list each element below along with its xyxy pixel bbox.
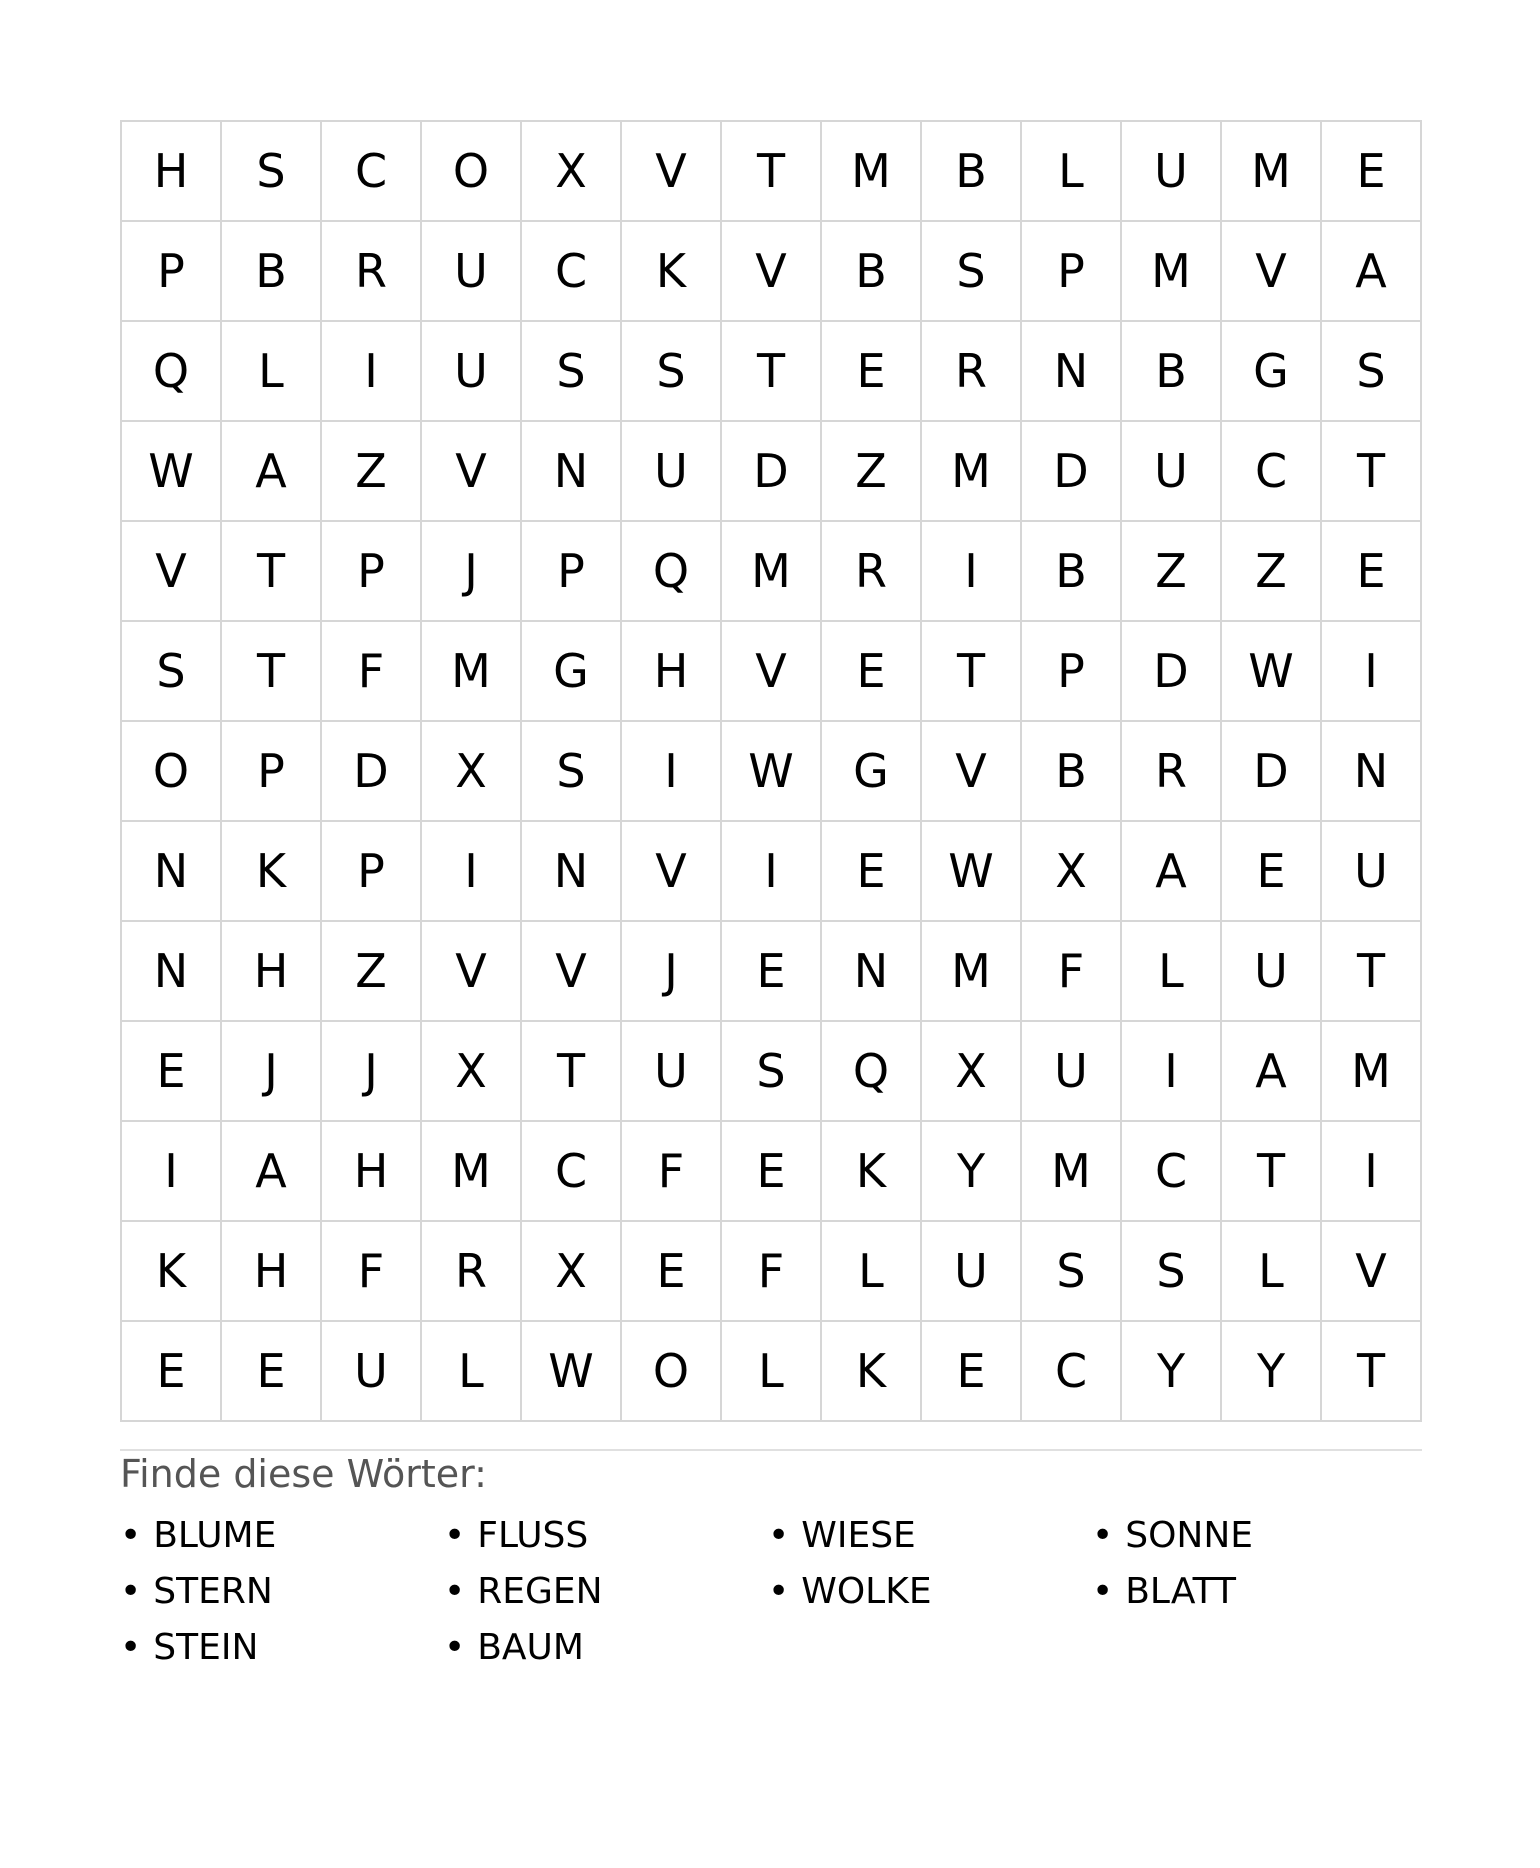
grid-cell[interactable]: W	[922, 822, 1022, 922]
grid-cell[interactable]: E	[722, 1122, 822, 1222]
grid-cell[interactable]: S	[122, 622, 222, 722]
grid-cell[interactable]: O	[422, 122, 522, 222]
grid-cell[interactable]: A	[222, 422, 322, 522]
grid-cell[interactable]: W	[122, 422, 222, 522]
grid-cell[interactable]: Y	[922, 1122, 1022, 1222]
grid-cell[interactable]: R	[922, 322, 1022, 422]
divider	[120, 1449, 1422, 1451]
grid-cell[interactable]: P	[122, 222, 222, 322]
grid-cell[interactable]: B	[1022, 522, 1122, 622]
grid-cell[interactable]: V	[722, 222, 822, 322]
grid-cell[interactable]: M	[422, 1122, 522, 1222]
grid-cell[interactable]: G	[1222, 322, 1322, 422]
grid-cell[interactable]: U	[1322, 822, 1422, 922]
grid-cell[interactable]: S	[622, 322, 722, 422]
grid-cell[interactable]: S	[722, 1022, 822, 1122]
grid-cell[interactable]: A	[1122, 822, 1222, 922]
grid-cell[interactable]: R	[822, 522, 922, 622]
grid-cell[interactable]: U	[422, 322, 522, 422]
grid-cell[interactable]: G	[822, 722, 922, 822]
grid-cell[interactable]: L	[422, 1322, 522, 1422]
grid-cell[interactable]: U	[1122, 122, 1222, 222]
grid-cell[interactable]: X	[522, 1222, 622, 1322]
grid-cell[interactable]: K	[622, 222, 722, 322]
grid-cell[interactable]: L	[1122, 922, 1222, 1022]
grid-cell[interactable]: O	[122, 722, 222, 822]
grid-cell[interactable]: B	[1122, 322, 1222, 422]
grid-cell[interactable]: I	[1322, 1122, 1422, 1222]
grid-cell[interactable]: S	[922, 222, 1022, 322]
grid-cell[interactable]: I	[922, 522, 1022, 622]
grid-cell[interactable]: P	[222, 722, 322, 822]
grid-cell[interactable]: W	[1222, 622, 1322, 722]
grid-cell[interactable]: U	[622, 422, 722, 522]
grid-cell[interactable]: T	[722, 122, 822, 222]
grid-cell[interactable]: T	[1222, 1122, 1322, 1222]
grid-cell[interactable]: B	[222, 222, 322, 322]
grid-cell[interactable]: T	[1322, 1322, 1422, 1422]
grid-cell[interactable]: S	[222, 122, 322, 222]
grid-cell[interactable]: E	[822, 322, 922, 422]
grid-cell[interactable]: Z	[1222, 522, 1322, 622]
grid-cell[interactable]: H	[622, 622, 722, 722]
grid-cell[interactable]: K	[822, 1322, 922, 1422]
grid-cell[interactable]: L	[1222, 1222, 1322, 1322]
grid-cell[interactable]: J	[622, 922, 722, 1022]
word-list-heading: Finde diese Wörter:	[120, 1452, 487, 1496]
grid-cell[interactable]: A	[1322, 222, 1422, 322]
grid-cell[interactable]: T	[722, 322, 822, 422]
grid-cell[interactable]: N	[522, 822, 622, 922]
grid-cell[interactable]: I	[122, 1122, 222, 1222]
grid-cell[interactable]: E	[922, 1322, 1022, 1422]
grid-cell[interactable]: V	[422, 922, 522, 1022]
grid-cell[interactable]: R	[322, 222, 422, 322]
grid-cell[interactable]: M	[1122, 222, 1222, 322]
grid-cell[interactable]: P	[522, 522, 622, 622]
grid-cell[interactable]: P	[1022, 622, 1122, 722]
word-list-item: • WIESE	[768, 1508, 1092, 1564]
grid-cell[interactable]: U	[1122, 422, 1222, 522]
word-list-item: • FLUSS	[444, 1508, 768, 1564]
grid-cell[interactable]: K	[822, 1122, 922, 1222]
grid-cell[interactable]: M	[922, 922, 1022, 1022]
grid-cell[interactable]: B	[822, 222, 922, 322]
grid-cell[interactable]: H	[322, 1122, 422, 1222]
grid-cell[interactable]: L	[222, 322, 322, 422]
grid-cell[interactable]: I	[1122, 1022, 1222, 1122]
grid-cell[interactable]: Q	[122, 322, 222, 422]
grid-cell[interactable]: D	[322, 722, 422, 822]
grid-cell[interactable]: N	[522, 422, 622, 522]
grid-cell[interactable]: U	[1222, 922, 1322, 1022]
word-list-item: • STERN	[120, 1564, 444, 1620]
grid-cell[interactable]: E	[822, 822, 922, 922]
grid-cell[interactable]: R	[422, 1222, 522, 1322]
grid-cell[interactable]: M	[722, 522, 822, 622]
word-list-item: • SONNE	[1092, 1508, 1416, 1564]
grid-cell[interactable]: T	[1322, 922, 1422, 1022]
grid-cell[interactable]: X	[522, 122, 622, 222]
grid-cell[interactable]: U	[1022, 1022, 1122, 1122]
grid-cell[interactable]: D	[722, 422, 822, 522]
grid-cell[interactable]: I	[1322, 622, 1422, 722]
grid-cell[interactable]: S	[1022, 1222, 1122, 1322]
word-list-item: • BLATT	[1092, 1564, 1416, 1620]
grid-cell[interactable]: J	[222, 1022, 322, 1122]
grid-cell[interactable]: C	[322, 122, 422, 222]
grid-cell[interactable]: M	[822, 122, 922, 222]
grid-cell[interactable]: P	[322, 822, 422, 922]
grid-cell[interactable]: O	[622, 1322, 722, 1422]
grid-cell[interactable]: J	[422, 522, 522, 622]
grid-cell[interactable]: I	[422, 822, 522, 922]
grid-cell[interactable]: N	[1322, 722, 1422, 822]
grid-cell[interactable]: Y	[1122, 1322, 1222, 1422]
grid-cell[interactable]: U	[322, 1322, 422, 1422]
grid-cell[interactable]: F	[322, 1222, 422, 1322]
grid-cell[interactable]: M	[1322, 1022, 1422, 1122]
grid-cell[interactable]: T	[522, 1022, 622, 1122]
word-list	[120, 1508, 1420, 1676]
grid-cell[interactable]: N	[122, 822, 222, 922]
grid-cell[interactable]: S	[522, 322, 622, 422]
grid-cell[interactable]: N	[822, 922, 922, 1022]
grid-cell[interactable]: A	[222, 1122, 322, 1222]
grid-cell[interactable]: M	[922, 422, 1022, 522]
grid-cell[interactable]: M	[1222, 122, 1322, 222]
grid-cell[interactable]: U	[422, 222, 522, 322]
letter-grid	[120, 120, 1422, 1422]
grid-cell[interactable]: T	[222, 522, 322, 622]
grid-cell[interactable]: G	[522, 622, 622, 722]
grid-cell[interactable]: B	[922, 122, 1022, 222]
grid-cell[interactable]: X	[422, 1022, 522, 1122]
word-list-item: • BLUME	[120, 1508, 444, 1564]
word-list-item: • WOLKE	[768, 1564, 1092, 1620]
grid-cell[interactable]: E	[722, 922, 822, 1022]
grid-cell[interactable]: T	[1322, 422, 1422, 522]
grid-cell[interactable]: E	[1222, 822, 1322, 922]
grid-cell[interactable]: T	[922, 622, 1022, 722]
grid-cell[interactable]: E	[622, 1222, 722, 1322]
grid-cell[interactable]: Q	[822, 1022, 922, 1122]
grid-cell[interactable]: Z	[322, 422, 422, 522]
grid-cell[interactable]: M	[422, 622, 522, 722]
grid-cell[interactable]: V	[1322, 1222, 1422, 1322]
grid-cell[interactable]: H	[122, 122, 222, 222]
grid-cell[interactable]: I	[622, 722, 722, 822]
grid-cell[interactable]: S	[1322, 322, 1422, 422]
grid-cell[interactable]: E	[1322, 522, 1422, 622]
grid-cell[interactable]: V	[522, 922, 622, 1022]
word-list-item: • STEIN	[120, 1620, 444, 1676]
grid-cell[interactable]: U	[922, 1222, 1022, 1322]
grid-cell[interactable]: L	[822, 1222, 922, 1322]
grid-cell[interactable]: D	[1122, 622, 1222, 722]
grid-cell[interactable]: C	[1022, 1322, 1122, 1422]
grid-cell[interactable]: F	[622, 1122, 722, 1222]
grid-cell[interactable]: V	[622, 122, 722, 222]
grid-cell[interactable]: P	[1022, 222, 1122, 322]
grid-cell[interactable]: C	[522, 222, 622, 322]
grid-cell[interactable]: E	[222, 1322, 322, 1422]
grid-cell[interactable]: S	[1122, 1222, 1222, 1322]
grid-cell[interactable]: H	[222, 1222, 322, 1322]
grid-cell[interactable]: X	[922, 1022, 1022, 1122]
grid-cell[interactable]: E	[822, 622, 922, 722]
grid-cell[interactable]: H	[222, 922, 322, 1022]
grid-cell[interactable]: C	[1122, 1122, 1222, 1222]
grid-cell[interactable]: V	[122, 522, 222, 622]
grid-cell[interactable]: J	[322, 1022, 422, 1122]
grid-cell[interactable]: W	[522, 1322, 622, 1422]
grid-cell[interactable]: D	[1222, 722, 1322, 822]
grid-cell[interactable]: F	[1022, 922, 1122, 1022]
grid-cell[interactable]: D	[1022, 422, 1122, 522]
grid-cell[interactable]: L	[1022, 122, 1122, 222]
grid-cell[interactable]: Y	[1222, 1322, 1322, 1422]
grid-cell[interactable]: E	[122, 1322, 222, 1422]
grid-cell[interactable]: F	[322, 622, 422, 722]
grid-cell[interactable]: E	[1322, 122, 1422, 222]
grid-cell[interactable]: V	[622, 822, 722, 922]
grid-cell[interactable]: R	[1122, 722, 1222, 822]
grid-cell[interactable]: E	[122, 1022, 222, 1122]
grid-cell[interactable]: T	[222, 622, 322, 722]
grid-cell[interactable]: K	[122, 1222, 222, 1322]
grid-cell[interactable]: W	[722, 722, 822, 822]
grid-cell[interactable]: C	[1222, 422, 1322, 522]
grid-cell[interactable]: M	[1022, 1122, 1122, 1222]
word-list-item: • BAUM	[444, 1620, 768, 1676]
grid-cell[interactable]: V	[722, 622, 822, 722]
word-list-item: • REGEN	[444, 1564, 768, 1620]
grid-cell[interactable]: Q	[622, 522, 722, 622]
grid-cell[interactable]: V	[922, 722, 1022, 822]
grid-cell[interactable]: Z	[822, 422, 922, 522]
grid-cell[interactable]: A	[1222, 1022, 1322, 1122]
grid-cell[interactable]: Z	[322, 922, 422, 1022]
grid-cell[interactable]: V	[1222, 222, 1322, 322]
grid-cell[interactable]: L	[722, 1322, 822, 1422]
grid-cell[interactable]: S	[522, 722, 622, 822]
grid-cell[interactable]: X	[422, 722, 522, 822]
grid-cell[interactable]: C	[522, 1122, 622, 1222]
grid-cell[interactable]: B	[1022, 722, 1122, 822]
grid-cell[interactable]: K	[222, 822, 322, 922]
grid-cell[interactable]: Z	[1122, 522, 1222, 622]
grid-cell[interactable]: P	[322, 522, 422, 622]
grid-cell[interactable]: I	[322, 322, 422, 422]
grid-cell[interactable]: N	[122, 922, 222, 1022]
grid-cell[interactable]: N	[1022, 322, 1122, 422]
grid-cell[interactable]: V	[422, 422, 522, 522]
grid-cell[interactable]: I	[722, 822, 822, 922]
grid-cell[interactable]: F	[722, 1222, 822, 1322]
grid-cell[interactable]: U	[622, 1022, 722, 1122]
grid-cell[interactable]: X	[1022, 822, 1122, 922]
